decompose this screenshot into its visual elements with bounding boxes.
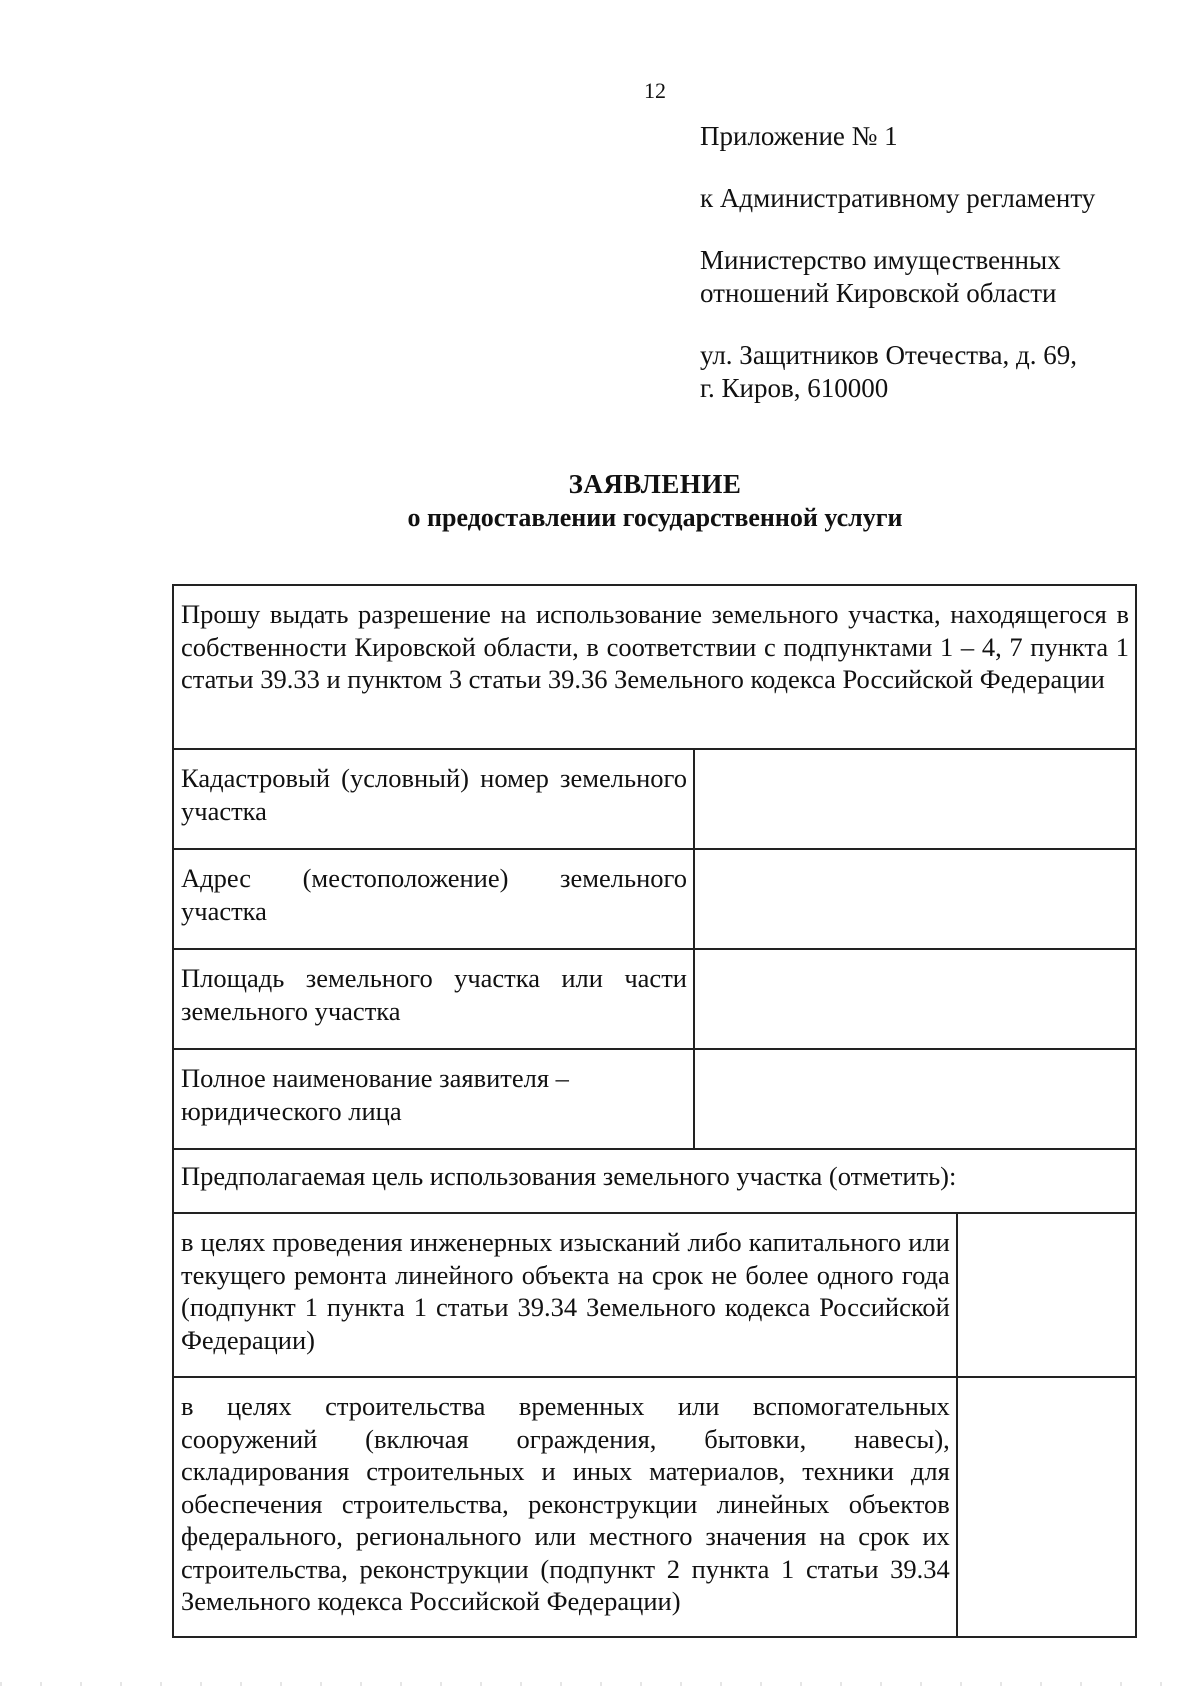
purpose-option-2 (173, 1377, 1136, 1637)
purpose-heading-row (173, 1149, 1136, 1213)
plot-address-label: Адрес (местоположение) земельного участка (173, 849, 694, 949)
plot-area-field[interactable] (694, 949, 1136, 1049)
appendix-reference: к Административному регламенту (700, 183, 1096, 213)
field-row-area (173, 949, 1136, 1049)
field-row-applicant (173, 1049, 1136, 1149)
purpose-option-1 (173, 1213, 1136, 1377)
appendix-title: Приложение № 1 (700, 121, 898, 151)
page-number: 12 (644, 78, 666, 103)
cadastral-number-field[interactable] (694, 749, 1136, 849)
field-row-cadastral (173, 749, 1136, 849)
ministry-line-2: отношений Кировской области (700, 278, 1057, 308)
ministry-name (700, 244, 1140, 310)
document-heading (0, 467, 1200, 535)
applicant-name-field[interactable] (694, 1049, 1136, 1149)
scan-artifact-footer (0, 1682, 1200, 1686)
purpose-option-2-text: в целях строительства временных или вспомогательных сооружений (включая ограждения, бытовки, навесы), складирования строительных и иных материалов, техники для обеспечения строительства, реконструкции линейных объектов федерального, регионального или местного значения на срок их строительства, реконструкции (подпункт 2 пункта 1 статьи 39.34 Земельного кодекса Российской Федерации) (173, 1377, 957, 1637)
plot-address-field[interactable] (694, 849, 1136, 949)
address-line-1: ул. Защитников Отечества, д. 69, (700, 340, 1077, 370)
field-row-address (173, 849, 1136, 949)
appendix-block (700, 120, 1140, 405)
cadastral-number-label: Кадастровый (условный) номер земельного участка (173, 749, 694, 849)
application-form-table (172, 584, 1137, 1638)
document-subtitle: о предоставлении государственной услуги (407, 503, 903, 532)
plot-area-label: Площадь земельного участка или части земельного участка (173, 949, 694, 1049)
document-title: ЗАЯВЛЕНИЕ (568, 469, 742, 499)
purpose-option-1-text: в целях проведения инженерных изысканий либо капитального или текущего ремонта линейного объекта на срок не более одного года (подпункт 1 пункта 1 статьи 39.34 Земельного кодекса Российской Федерации) (173, 1213, 957, 1377)
purpose-option-2-checkbox[interactable] (957, 1377, 1136, 1637)
ministry-address (700, 339, 1140, 405)
request-row (173, 585, 1136, 749)
purpose-option-1-checkbox[interactable] (957, 1213, 1136, 1377)
purpose-heading: Предполагаемая цель использования земельного участка (отметить): (173, 1149, 1136, 1213)
address-line-2: г. Киров, 610000 (700, 373, 889, 403)
applicant-name-label: Полное наименование заявителя – юридического лица (173, 1049, 694, 1149)
ministry-line-1: Министерство имущественных (700, 245, 1061, 275)
request-text: Прошу выдать разрешение на использование земельного участка, находящегося в собственности Кировской области, в соответствии с подпунктами 1 – 4, 7 пункта 1 статьи 39.33 и пунктом 3 статьи 39.36 Земельного кодекса Российской Федерации (173, 585, 1136, 749)
